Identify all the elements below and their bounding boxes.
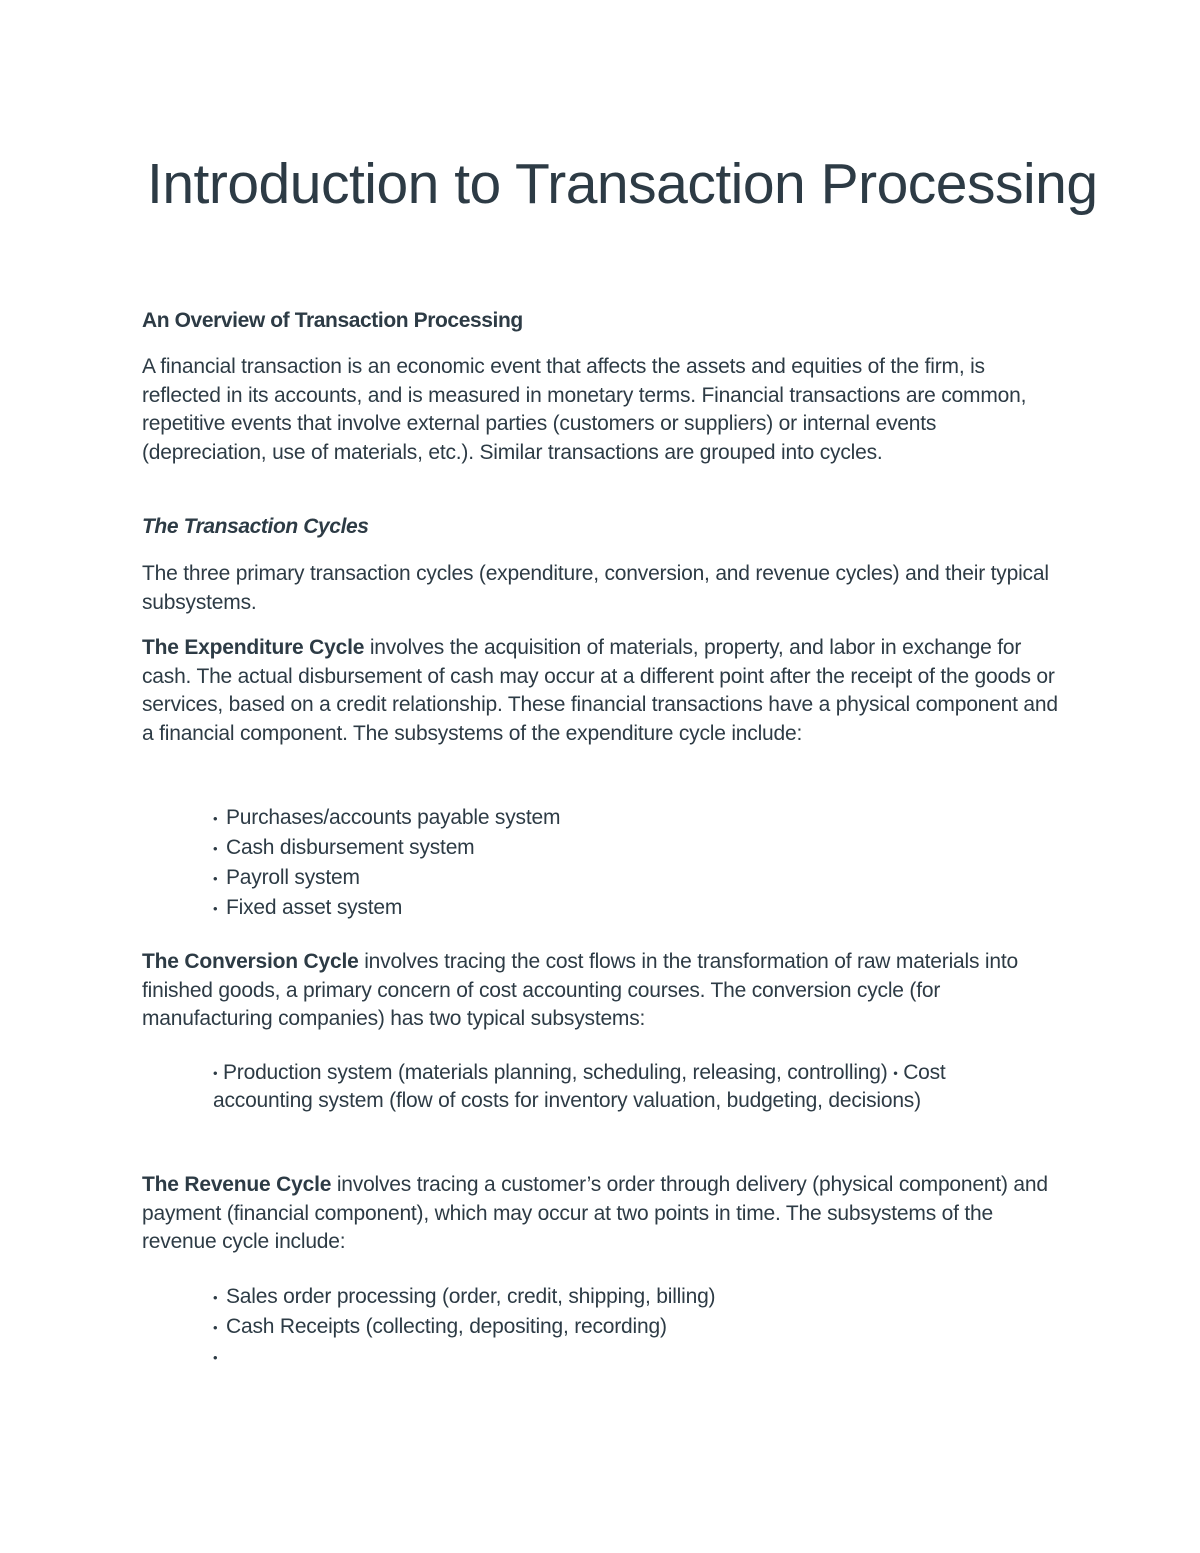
list-item: • Purchases/accounts payable system bbox=[213, 803, 1013, 833]
revenue-subsystems-list bbox=[213, 1282, 1013, 1372]
list-item: • Payroll system bbox=[213, 863, 1013, 893]
conversion-cycle-text: involves tracing the cost flows in the transformation of raw materials into finished goods, a primary concern of cost accounting courses. The conversion cycle (for manufacturing companies) has two typical subsystems: bbox=[142, 950, 1018, 1030]
conversion-cycle-paragraph bbox=[142, 948, 1062, 1034]
list-item: Production system (materials planning, scheduling, releasing, controlling) bbox=[223, 1061, 888, 1084]
page-title: Introduction to Transaction Processing bbox=[147, 152, 1098, 216]
list-item: • Fixed asset system bbox=[213, 893, 1013, 923]
transaction-cycles-heading: The Transaction Cycles bbox=[142, 515, 369, 538]
expenditure-cycle-lead: The Expenditure Cycle bbox=[142, 636, 365, 659]
revenue-cycle-paragraph bbox=[142, 1171, 1062, 1257]
expenditure-cycle-paragraph bbox=[142, 634, 1062, 748]
overview-heading: An Overview of Transaction Processing bbox=[142, 309, 523, 332]
expenditure-subsystems-list bbox=[213, 803, 1013, 923]
transaction-cycles-paragraph: The three primary transaction cycles (expenditure, conversion, and revenue cycles) and their typical subsystems. bbox=[142, 562, 1049, 614]
conversion-subsystems-list bbox=[213, 1059, 1003, 1115]
overview-paragraph: A financial transaction is an economic event that affects the assets and equities of the firm, is reflected in its accounts, and is measured in monetary terms. Financial transactions are common, repetitive events that involve external parties (customers or suppliers) or internal events (depreciation, use of materials, etc.). Similar transactions are grouped into cycles. bbox=[142, 355, 1027, 464]
list-item: • Sales order processing (order, credit, shipping, billing) bbox=[213, 1282, 1013, 1312]
conversion-cycle-lead: The Conversion Cycle bbox=[142, 950, 359, 973]
bullet: • bbox=[893, 1065, 898, 1081]
list-item: Cost accounting system (flow of costs for inventory valuation, budgeting, decisions) bbox=[213, 1061, 946, 1113]
bullet: • bbox=[213, 1065, 218, 1081]
revenue-cycle-text: involves tracing a customer’s order through delivery (physical component) and payment (financial component), which may occur at two points in time. The subsystems of the revenue cycle include: bbox=[142, 1173, 1048, 1253]
list-item: • Cash disbursement system bbox=[213, 833, 1013, 863]
list-item: • Cash Receipts (collecting, depositing, recording) bbox=[213, 1312, 1013, 1342]
revenue-cycle-lead: The Revenue Cycle bbox=[142, 1173, 332, 1196]
list-item bbox=[213, 1342, 1013, 1372]
expenditure-cycle-text: involves the acquisition of materials, property, and labor in exchange for cash. The actual disbursement of cash may occur at a different point after the receipt of the goods or services, based on a credit relationship. These financial transactions have a physical component and a financial component. The subsystems of the expenditure cycle include: bbox=[142, 636, 1058, 745]
